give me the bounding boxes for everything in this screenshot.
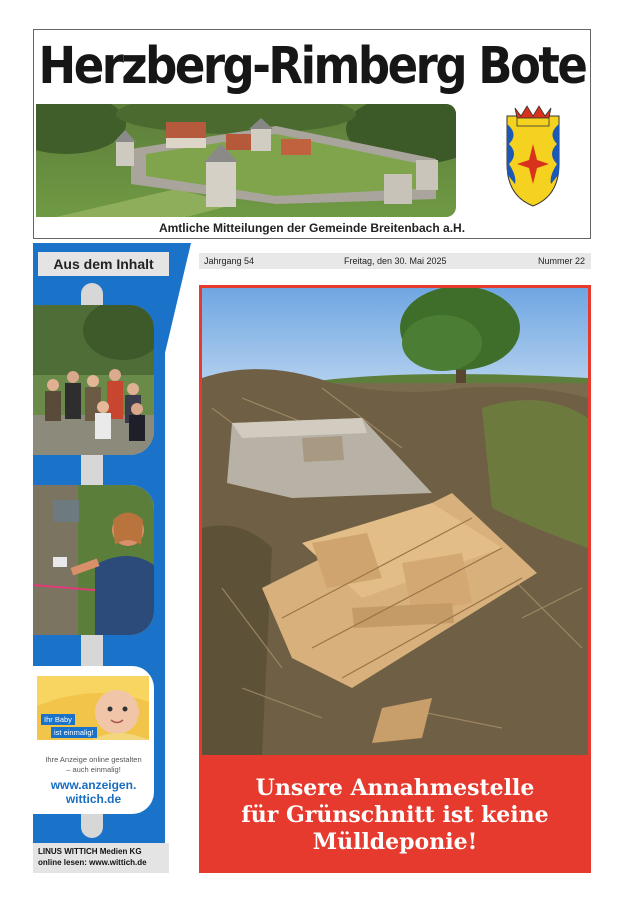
ad-text-line1: Ihre Anzeige online gestalten	[45, 755, 142, 764]
ad-text-line2: – auch einmalig!	[66, 765, 121, 774]
issue-number: Nummer 22	[537, 256, 585, 266]
contents-label: Aus dem Inhalt	[38, 252, 169, 276]
group-photo[interactable]	[33, 305, 154, 455]
newspaper-title: Herzberg-Rimberg Bote	[38, 36, 586, 96]
ad-link-line2[interactable]: wittich.de	[65, 792, 122, 806]
masthead-subtitle: Amtliche Mitteilungen der Gemeinde Breitenbach a.H.	[158, 221, 466, 235]
publisher-url[interactable]: online lesen: www.wittich.de	[38, 858, 147, 867]
ad-tag-unique: ist einmalig!	[51, 727, 97, 738]
main-photo	[199, 285, 591, 755]
ad-link-line1[interactable]: www.anzeigen.	[50, 778, 137, 792]
coat-of-arms-icon	[487, 104, 579, 208]
ad-tag-baby: Ihr Baby	[41, 714, 75, 725]
publisher-info	[33, 843, 169, 873]
masthead	[33, 29, 591, 239]
headline-line1: Unsere Annahmestelle	[255, 775, 535, 801]
headline	[199, 755, 591, 873]
headline-line2: für Grünschnitt ist keine	[241, 802, 549, 828]
tree-marking-photo[interactable]	[33, 485, 154, 635]
ad-description	[33, 755, 154, 775]
sidebar	[33, 243, 193, 873]
issue-volume: Jahrgang 54	[204, 256, 255, 266]
issue-date: Freitag, den 30. Mai 2025	[344, 256, 447, 266]
advertisement[interactable]	[33, 666, 154, 814]
issue-info-bar	[199, 253, 591, 269]
castle-aerial-photo	[36, 104, 456, 217]
publisher-name: LINUS WITTICH Medien KG	[38, 847, 142, 856]
headline-line3: Mülldeponie!	[312, 829, 478, 855]
